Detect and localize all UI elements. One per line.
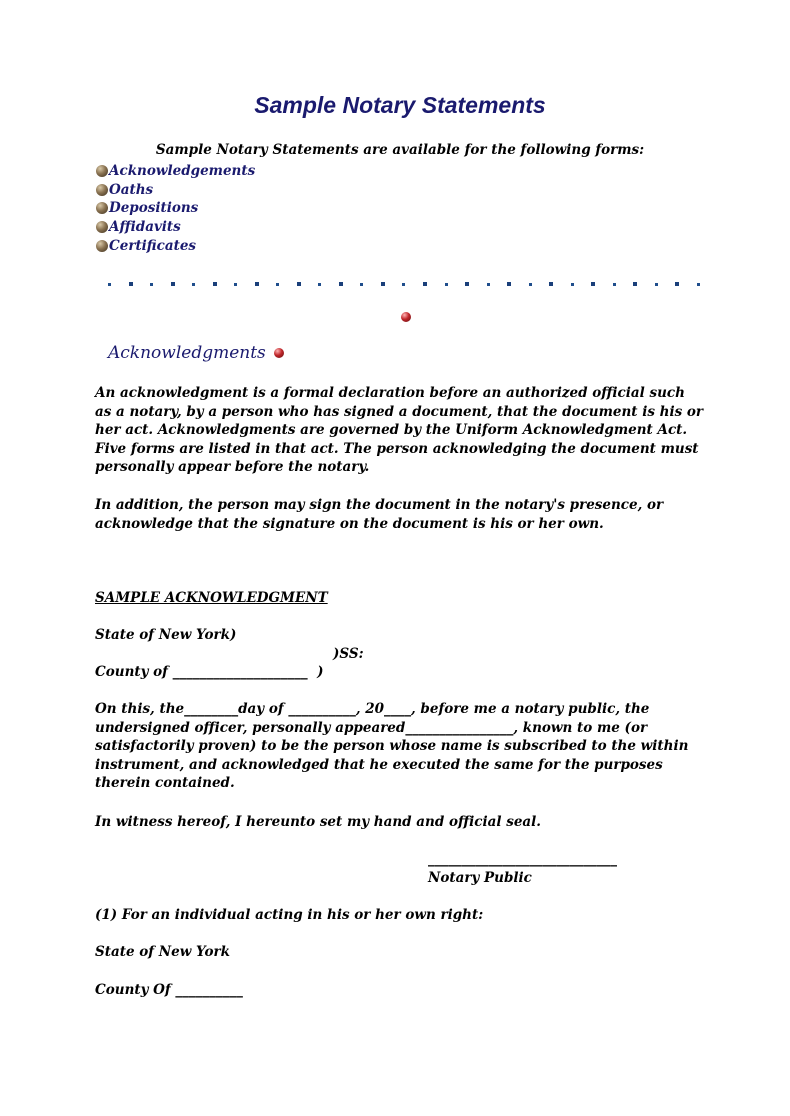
divider-dot [655,283,658,286]
sample-body: On this, the________day of __________, 20____, before me a notary public, the undersigned officer, personally appeared________________, known to me (or satisfactorily proven) to be the person whose name is subscribed to the within instrument, and acknowledged that he executed the same for the purposes therein contained. [95,701,689,792]
divider-dot [675,282,679,286]
divider-dot [381,282,385,286]
red-ball-icon [274,348,284,358]
list-item[interactable] [96,181,255,200]
divider-dot [339,282,343,286]
form-link-affidavits[interactable]: Affidavits [109,219,181,236]
divider-dot [571,283,574,286]
bullet-icon [96,221,108,233]
divider-dot [234,283,237,286]
divider-dot [360,283,363,286]
sample-heading: SAMPLE ACKNOWLEDGMENT [95,590,328,606]
paragraph-addition: In addition, the person may sign the document in the notary's presence, or acknowledge that the signature on the document is his or her own. [95,497,664,532]
section-heading-acknowledgments [108,343,284,363]
divider-dot [465,282,469,286]
list-item[interactable] [96,199,255,218]
bullet-icon [96,240,108,252]
divider-dot [445,283,448,286]
signature-line: ____________________________ [428,851,617,867]
county-line-2: County Of __________ [95,982,243,998]
divider-dot [108,283,111,286]
divider-dot [529,283,532,286]
divider-dot [318,283,321,286]
divider-dot [487,283,490,286]
form-link-depositions[interactable]: Depositions [109,200,199,217]
bullet-icon [96,202,108,214]
witness-line: In witness hereof, I hereunto set my hand and official seal. [95,814,541,830]
list-item[interactable] [96,218,255,237]
dotted-divider [108,281,700,287]
divider-dot [276,283,279,286]
list-item[interactable] [96,236,255,255]
divider-dot [507,282,511,286]
list-item[interactable] [96,162,255,181]
ss-line: )SS: [333,646,364,662]
divider-dot [213,282,217,286]
state-line-2: State of New York [95,944,230,960]
section-heading-text: Acknowledgments [108,343,266,363]
page-title: Sample Notary Statements [254,92,546,118]
divider-dot [255,282,259,286]
county-line: County of ____________________ ) [95,664,324,680]
divider-dot [171,282,175,286]
divider-dot [423,282,427,286]
form-link-acknowledgements[interactable]: Acknowledgements [109,163,256,180]
divider-dot [591,282,595,286]
divider-dot [129,282,133,286]
notary-public-label: Notary Public [428,870,532,886]
divider-dot [549,282,553,286]
divider-dot [192,283,195,286]
divider-dot [297,282,301,286]
form-link-oaths[interactable]: Oaths [109,181,154,198]
paragraph-definition: An acknowledgment is a formal declaration before an authorized official such as a notary, by a person who has signed a document, that the document is his or her act. Acknowledgments are governed by the Uniform Acknowledgment Act. Five forms are listed in that act. The person acknowledging the document must personally appear before the notary. [95,385,703,476]
bullet-icon [96,184,108,196]
divider-dot [613,283,616,286]
state-line: State of New York) [95,627,237,643]
divider-dot [402,283,405,286]
red-ball-icon [401,312,411,322]
divider-dot [697,283,700,286]
forms-list [96,162,255,255]
divider-dot [150,283,153,286]
individual-heading: (1) For an individual acting in his or her own right: [95,907,484,923]
bullet-icon [96,165,108,177]
form-link-certificates[interactable]: Certificates [109,237,197,254]
divider-dot [633,282,637,286]
intro-text: Sample Notary Statements are available for the following forms: [155,142,645,158]
